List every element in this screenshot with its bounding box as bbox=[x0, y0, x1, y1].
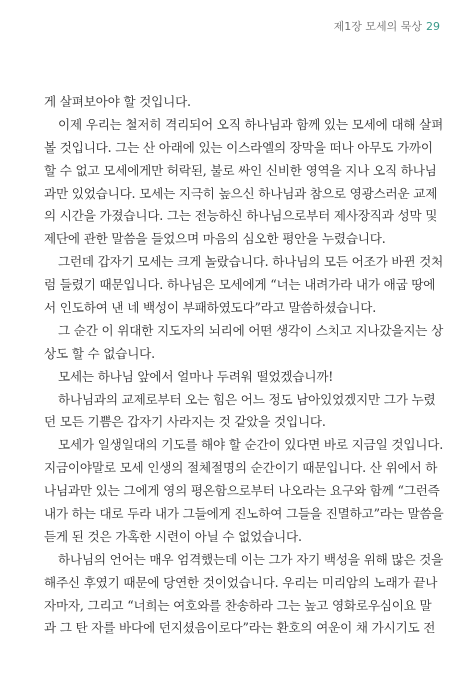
text-line: 하나님의 언어는 매우 엄격했는데 이는 그가 자기 백성을 위해 많은 것을 bbox=[58, 551, 444, 567]
running-header bbox=[334, 18, 440, 34]
text-line: 지금이야말로 모세 인생의 절체절명의 순간이기 때문입니다. 산 위에서 하 bbox=[44, 460, 438, 476]
text-line: 던 모든 기쁨은 갑자기 사라지는 것 같았을 것입니다. bbox=[44, 414, 326, 430]
text-line: 하나님과의 교제로부터 오는 힘은 어느 정도 남아있었겠지만 그가 누렸 bbox=[58, 391, 436, 407]
text-line: 내가 하는 대로 두라 내가 그들에게 진노하여 그들을 진멸하고”라는 말씀을 bbox=[44, 506, 444, 522]
text-line: 자마자, 그리고 “너희는 여호와를 찬송하라 그는 높고 영화로우심이요 말 bbox=[44, 597, 432, 613]
text-line: 제단에 관한 말씀을 들었으며 마음의 심오한 평안을 누렸습니다. bbox=[44, 231, 386, 247]
text-line: 나님과만 있는 그에게 영의 평온함으로부터 나오라는 요구와 함께 “그런즉 bbox=[44, 483, 440, 499]
text-line: 그런데 갑자기 모세는 크게 놀랐습니다. 하나님의 모든 어조가 바뀐 것처 bbox=[58, 254, 444, 270]
text-line: 듣게 된 것은 가혹한 시련이 아닐 수 없었습니다. bbox=[44, 528, 302, 544]
text-line: 과만 있었습니다. 모세는 지극히 높으신 하나님과 참으로 영광스러운 교제 bbox=[44, 185, 438, 201]
text-line: 서 인도하여 낸 네 백성이 부패하였도다”라고 말씀하셨습니다. bbox=[44, 300, 376, 316]
chapter-title: 제1장 모세의 묵상 bbox=[333, 20, 422, 33]
text-line: 게 살펴보아야 할 것입니다. bbox=[44, 94, 191, 109]
body-text bbox=[44, 91, 444, 640]
text-line: 과 그 탄 자를 바다에 던지셨음이로다”라는 환호의 여운이 채 가시기도 전 bbox=[44, 620, 436, 636]
text-line: 해주신 후였기 때문에 당연한 것이었습니다. 우리는 미리암의 노래가 끝나 bbox=[44, 574, 438, 590]
text-line: 볼 것입니다. 그는 산 아래에 있는 이스라엘의 장막을 떠나 아무도 가까이 bbox=[44, 139, 433, 155]
text-line: 모세가 일생일대의 기도를 해야 할 순간이 있다면 바로 지금일 것입니다. bbox=[58, 437, 444, 453]
text-line: 상도 할 수 없습니다. bbox=[44, 345, 155, 361]
text-line: 이제 우리는 철저히 격리되어 오직 하나님과 함께 있는 모세에 대해 살펴 bbox=[58, 116, 444, 132]
text-line: 의 시간을 가졌습니다. 그는 전능하신 하나님으로부터 제사장직과 성막 및 bbox=[44, 208, 438, 224]
text-line: 그 순간 이 위대한 지도자의 뇌리에 어떤 생각이 스치고 지나갔을지는 상 bbox=[58, 322, 444, 338]
page-number: 29 bbox=[426, 20, 440, 33]
text-line: 모세는 하나님 앞에서 얼마나 두려워 떨었겠습니까! bbox=[58, 368, 334, 384]
text-line: 럼 들렸기 때문입니다. 하나님은 모세에게 “너는 내려가라 내가 애굽 땅에 bbox=[44, 277, 436, 293]
text-line: 할 수 없고 모세에게만 허락된, 불로 싸인 신비한 영역을 지나 오직 하나님 bbox=[44, 162, 437, 178]
